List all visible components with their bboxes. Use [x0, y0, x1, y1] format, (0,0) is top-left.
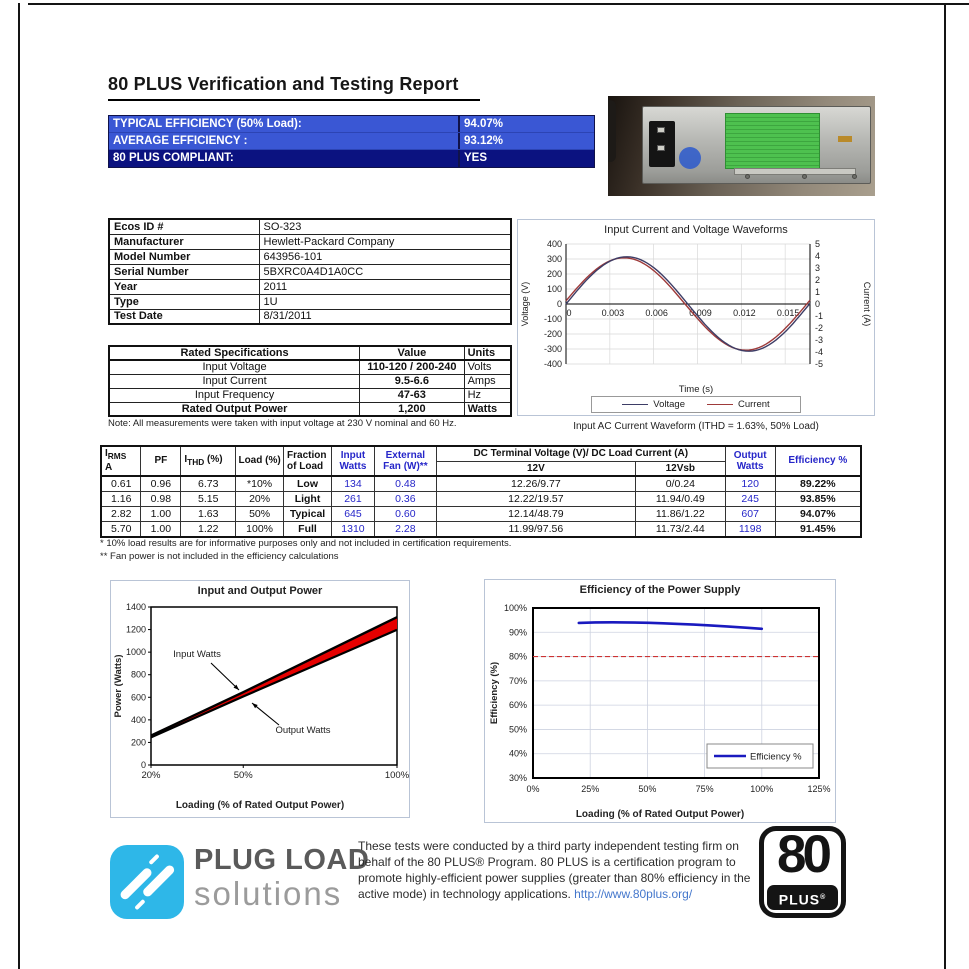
svg-text:-300: -300	[543, 344, 562, 354]
summary-row	[109, 133, 594, 150]
column-header: Rated Specifications	[109, 346, 360, 360]
table-header-row	[101, 446, 861, 461]
table-cell: 0.98	[141, 492, 181, 507]
column-header-load: Load (%)	[236, 446, 284, 476]
measurement-note: Note: All measurements were taken with input voltage at 230 V nominal and 60 Hz.	[108, 418, 457, 429]
table-cell: 1.22	[181, 522, 236, 538]
current-line-swatch	[707, 404, 733, 405]
table-cell: 645	[332, 507, 375, 522]
info-value: SO-323	[259, 219, 511, 234]
legend-label: Current	[738, 399, 770, 410]
svg-text:100%: 100%	[503, 603, 527, 613]
summary-value: YES	[464, 152, 488, 164]
x-axis-label: Loading (% of Rated Output Power)	[575, 809, 745, 820]
svg-text:1000: 1000	[125, 647, 146, 658]
svg-text:60%: 60%	[508, 700, 527, 711]
info-label: Manufacturer	[109, 234, 259, 249]
device-info-table	[108, 218, 512, 325]
column-header-output-watts: Output Watts	[725, 446, 775, 476]
table-row	[109, 279, 511, 294]
waveform-plot	[518, 236, 874, 379]
info-value: 1U	[259, 294, 511, 309]
voltage-line-swatch	[622, 404, 648, 405]
load-row	[101, 476, 861, 492]
table-cell: 245	[725, 492, 775, 507]
column-header-efficiency: Efficiency %	[775, 446, 861, 476]
info-label: Serial Number	[109, 264, 259, 279]
svg-text:400: 400	[130, 714, 146, 725]
svg-text:-5: -5	[815, 359, 824, 369]
page-border-right	[944, 3, 946, 969]
psu-screw	[802, 174, 807, 179]
info-value: 2011	[259, 279, 511, 294]
info-value: 5BXRC0A4D1A0CC	[259, 264, 511, 279]
svg-text:50%: 50%	[233, 770, 253, 781]
table-cell: Light	[284, 492, 332, 507]
waveform-chart	[517, 219, 875, 416]
table-cell: 0.48	[374, 476, 436, 492]
svg-text:30%: 30%	[508, 773, 527, 783]
spec-unit: Volts	[464, 360, 511, 374]
svg-text:75%: 75%	[695, 784, 714, 794]
svg-text:90%: 90%	[508, 627, 527, 638]
svg-text:Current (A): Current (A)	[862, 281, 872, 327]
info-value: Hewlett-Packard Company	[259, 234, 511, 249]
spec-name: Rated Output Power	[109, 402, 360, 416]
svg-text:0: 0	[556, 299, 562, 309]
summary-row	[109, 150, 594, 167]
svg-text:100: 100	[546, 284, 562, 294]
psu-screw	[852, 174, 857, 179]
svg-text:0.003: 0.003	[601, 308, 625, 318]
column-header-12vsb: 12Vsb	[635, 461, 725, 476]
svg-text:3: 3	[815, 263, 821, 273]
table-cell: 1.63	[181, 507, 236, 522]
svg-text:Output Watts: Output Watts	[275, 725, 331, 736]
table-cell: 120	[725, 476, 775, 492]
table-cell: 12.22/19.57	[436, 492, 635, 507]
chart-title: Efficiency of the Power Supply	[579, 584, 741, 596]
table-cell: 20%	[236, 492, 284, 507]
page-title: 80 PLUS Verification and Testing Report	[108, 74, 480, 101]
svg-text:1400: 1400	[125, 602, 146, 612]
psu-pin	[657, 127, 665, 133]
column-header-external-fan: External Fan (W)**	[374, 446, 436, 476]
table-row	[109, 264, 511, 279]
svg-text:Efficiency %: Efficiency %	[750, 751, 802, 763]
table-cell: 94.07%	[775, 507, 861, 522]
summary-table	[108, 115, 595, 168]
table-cell: 93.85%	[775, 492, 861, 507]
table-row	[109, 294, 511, 309]
table-cell: 5.70	[101, 522, 141, 538]
legend-item	[622, 399, 685, 410]
table-cell: 134	[332, 476, 375, 492]
table-cell: 0.96	[141, 476, 181, 492]
summary-row	[109, 116, 594, 133]
plug-load-logo-icon	[110, 845, 184, 919]
svg-text:Power (Watts): Power (Watts)	[113, 654, 124, 718]
svg-text:-100: -100	[543, 314, 562, 324]
80plus-link[interactable]: http://www.80plus.org/	[574, 887, 693, 902]
info-value: 8/31/2011	[259, 309, 511, 324]
table-cell: 1198	[725, 522, 775, 538]
info-label: Model Number	[109, 249, 259, 264]
summary-label: TYPICAL EFFICIENCY (50% Load):	[109, 116, 460, 132]
table-row	[109, 402, 511, 416]
svg-text:0.015: 0.015	[776, 308, 800, 318]
waveform-caption: Input AC Current Waveform (ITHD = 1.63%, 50% Load)	[573, 421, 819, 432]
svg-text:100%: 100%	[384, 770, 409, 781]
summary-value: 94.07%	[464, 118, 504, 130]
footer-body-text: These tests were conducted by a third party independent testing firm on behalf of the 80 PLUS® Program. 80 PLUS is a certification program to promote highly-efficient power supplies (greater than 80% efficiency in the active mode) in technology applications.	[358, 839, 751, 902]
x-axis-label: Loading (% of Rated Output Power)	[175, 800, 345, 811]
table-cell: 11.86/1.22	[635, 507, 725, 522]
table-cell: Full	[284, 522, 332, 538]
svg-text:25%: 25%	[581, 784, 600, 794]
svg-text:0: 0	[566, 308, 572, 318]
svg-text:400: 400	[546, 239, 562, 249]
table-row	[109, 219, 511, 234]
legend-label: Voltage	[653, 399, 685, 410]
table-cell: 12.26/9.77	[436, 476, 635, 492]
psu-rail	[734, 168, 857, 175]
efficiency-chart	[484, 579, 836, 823]
load-test-table	[100, 445, 862, 538]
column-header-dc-group: DC Terminal Voltage (V)/ DC Load Current (A)	[436, 446, 725, 461]
table-cell: 2.28	[374, 522, 436, 538]
plug-load-wordmark	[194, 846, 369, 910]
svg-text:300: 300	[546, 254, 562, 264]
svg-text:80%: 80%	[508, 651, 527, 662]
psu-photo	[608, 96, 875, 196]
psu-pin	[657, 145, 665, 151]
svg-text:-200: -200	[543, 329, 562, 339]
info-label: Ecos ID #	[109, 219, 259, 234]
page-border-left	[18, 3, 20, 969]
svg-text:-4: -4	[815, 347, 824, 357]
table-row	[109, 388, 511, 402]
svg-text:50%: 50%	[508, 724, 527, 735]
summary-label: 80 PLUS COMPLIANT:	[109, 150, 460, 167]
svg-text:2: 2	[815, 275, 821, 285]
table-cell: 91.45%	[775, 522, 861, 538]
psu-blue-sticker	[679, 147, 701, 169]
spec-unit: Watts	[464, 402, 511, 416]
info-value: 643956-101	[259, 249, 511, 264]
power-plot	[111, 597, 409, 795]
column-header-12v: 12V	[436, 461, 635, 476]
table-cell: 1.00	[141, 507, 181, 522]
footer-description	[358, 838, 752, 902]
column-header: Units	[464, 346, 511, 360]
table-cell: 11.73/2.44	[635, 522, 725, 538]
column-header-input-watts: Input Watts	[332, 446, 375, 476]
efficiency-plot	[485, 596, 835, 804]
table-row	[109, 360, 511, 374]
column-header: Value	[360, 346, 464, 360]
table-cell: 0.61	[101, 476, 141, 492]
psu-marking	[838, 136, 852, 142]
plug-load-text: PLUG LOAD	[194, 844, 370, 876]
svg-text:200: 200	[130, 737, 146, 748]
table-cell: 6.73	[181, 476, 236, 492]
svg-text:-1: -1	[815, 311, 824, 321]
psu-green-label	[725, 113, 820, 169]
psu-body	[642, 106, 871, 184]
column-header-pf: PF	[141, 446, 181, 476]
load-row	[101, 522, 861, 538]
page-border-top	[28, 3, 969, 5]
svg-text:70%: 70%	[508, 675, 527, 686]
svg-text:0.006: 0.006	[645, 308, 668, 318]
summary-value: 93.12%	[464, 135, 504, 147]
spec-unit: Amps	[464, 374, 511, 388]
table-row	[109, 346, 511, 360]
chart-title: Input Current and Voltage Waveforms	[604, 224, 788, 236]
spec-value: 9.5-6.6	[360, 374, 464, 388]
chart-title: Input and Output Power	[197, 585, 323, 597]
solutions-text: solutions	[194, 875, 343, 912]
spec-unit: Hz	[464, 388, 511, 402]
table-cell: 1310	[332, 522, 375, 538]
table-cell: 0.60	[374, 507, 436, 522]
spec-name: Input Current	[109, 374, 360, 388]
table-cell: 607	[725, 507, 775, 522]
table-cell: 12.14/48.79	[436, 507, 635, 522]
svg-text:600: 600	[130, 692, 146, 703]
load-row	[101, 492, 861, 507]
table-cell: 1.00	[141, 522, 181, 538]
svg-text:1200: 1200	[125, 624, 146, 635]
table-cell: 0/0.24	[635, 476, 725, 492]
svg-text:4: 4	[815, 251, 821, 261]
table-cell: 50%	[236, 507, 284, 522]
load-row	[101, 507, 861, 522]
svg-text:-3: -3	[815, 335, 824, 345]
table-cell: Low	[284, 476, 332, 492]
svg-text:0.012: 0.012	[733, 308, 756, 318]
table-cell: 89.22%	[775, 476, 861, 492]
column-header-irms: $I_{RMS}$ A	[101, 446, 141, 476]
svg-text:1: 1	[815, 287, 821, 297]
spec-value: 1,200	[360, 402, 464, 416]
column-header-fraction: Fraction of Load	[284, 446, 332, 476]
svg-text:Input Watts: Input Watts	[173, 649, 221, 660]
summary-label: AVERAGE EFFICIENCY :	[109, 133, 460, 149]
svg-text:20%: 20%	[141, 770, 161, 781]
chart-legend	[591, 396, 801, 413]
table-cell: 5.15	[181, 492, 236, 507]
svg-text:50%: 50%	[638, 784, 657, 794]
svg-text:-2: -2	[815, 323, 824, 333]
spec-name: Input Voltage	[109, 360, 360, 374]
table-cell: 11.99/97.56	[436, 522, 635, 538]
table-row	[109, 249, 511, 264]
power-chart	[110, 580, 410, 818]
info-label: Type	[109, 294, 259, 309]
info-label: Year	[109, 279, 259, 294]
svg-text:0: 0	[140, 760, 146, 770]
spec-name: Input Frequency	[109, 388, 360, 402]
table-cell: Typical	[284, 507, 332, 522]
info-label: Test Date	[109, 309, 259, 324]
svg-text:40%: 40%	[508, 748, 527, 759]
spec-value: 47-63	[360, 388, 464, 402]
svg-text:-400: -400	[543, 359, 562, 369]
legend-item	[707, 399, 770, 410]
svg-text:0.009: 0.009	[689, 308, 712, 318]
80plus-badge	[759, 826, 846, 918]
column-header-ithd: $I_{THD}$ (%)	[181, 446, 236, 476]
svg-text:800: 800	[130, 669, 146, 680]
table-cell: 261	[332, 492, 375, 507]
psu-handle	[608, 100, 616, 162]
table-row	[109, 234, 511, 249]
svg-text:5: 5	[815, 239, 821, 249]
svg-text:0: 0	[815, 299, 821, 309]
svg-text:200: 200	[546, 269, 562, 279]
table-cell: 11.94/0.49	[635, 492, 725, 507]
svg-text:Voltage (V): Voltage (V)	[520, 281, 530, 327]
svg-text:100%: 100%	[750, 784, 774, 794]
table-cell: 1.16	[101, 492, 141, 507]
table-row	[109, 374, 511, 388]
svg-text:Efficiency (%): Efficiency (%)	[489, 661, 500, 725]
spec-value: 110-120 / 200-240	[360, 360, 464, 374]
badge-80-text: 80	[777, 825, 828, 884]
svg-text:125%: 125%	[807, 784, 831, 794]
table-row	[109, 309, 511, 324]
x-axis-label: Time (s)	[678, 384, 714, 395]
svg-text:0%: 0%	[526, 784, 540, 794]
psu-screw	[745, 174, 750, 179]
table-cell: 100%	[236, 522, 284, 538]
footnote-2: ** Fan power is not included in the efficiency calculations	[100, 551, 339, 562]
footnote-1: * 10% load results are for informative purposes only and not included in certification requirements.	[100, 538, 512, 549]
badge-plus-text: PLUS®	[767, 885, 838, 910]
rated-specs-table	[108, 345, 512, 417]
table-cell: 2.82	[101, 507, 141, 522]
table-cell: *10%	[236, 476, 284, 492]
table-cell: 0.36	[374, 492, 436, 507]
